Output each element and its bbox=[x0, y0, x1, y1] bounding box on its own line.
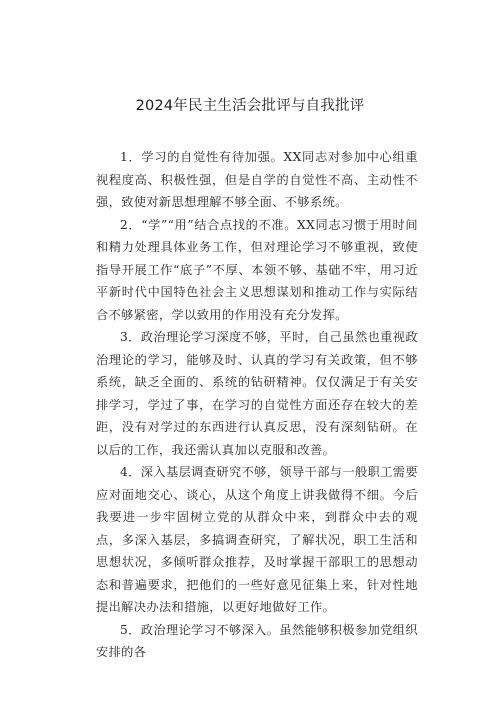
paragraph-5: 5．政治理论学习不够深入。虽然能够积极参加党组织安排的各 bbox=[96, 622, 418, 659]
paragraph-1: 1．学习的自觉性有待加强。XX同志对参加中心组重视程度高、积极性强，但是自学的自觉性不高、主动性不强，致使对新思想理解不够全面、不够系统。 bbox=[96, 150, 418, 209]
document-body bbox=[96, 146, 418, 664]
paragraph-3: 3．政治理论学习深度不够，平时，自己虽然也重视政治理论的学习，能够及时、认真的学习有关政策，但不够系统，缺乏全面的、系统的钻研精神。仅仅满足于有关安排学习，学过了事，在学习的自觉性方面还存在较大的差距，没有对学过的东西进行认真反思，没有深刻钻研。在以后的工作，我还需认真加以克服和改善。 bbox=[96, 330, 418, 457]
paragraph-4: 4．深入基层调查研究不够，领导干部与一般职工需要应对面地交心、谈心，从这个角度上讲我做得不细。今后我要进一步牢固树立党的从群众中来，到群众中去的观点，多深入基层，多搞调查研究，了解状况，职工生活和思想状况，多倾听群众推荐，及时掌握干部职工的思想动态和普遍要求，把他们的一些好意见征集上来，针对性地提出解决办法和措施，以更好地做好工作。 bbox=[96, 465, 418, 614]
document-title: 2024年民主生活会批评与自我批评 bbox=[135, 98, 365, 114]
paragraph-2: 2．“学”“用”结合点找的不准。XX同志习惯于用时间和精力处理具体业务工作，但对理论学习不够重视，致使指导开展工作“底子”不厚、本领不够、基础不牢，用习近平新时代中国特色社会主义思想谋划和推动工作与实际结合不够紧密，学以致用的作用没有充分发挥。 bbox=[96, 217, 418, 322]
